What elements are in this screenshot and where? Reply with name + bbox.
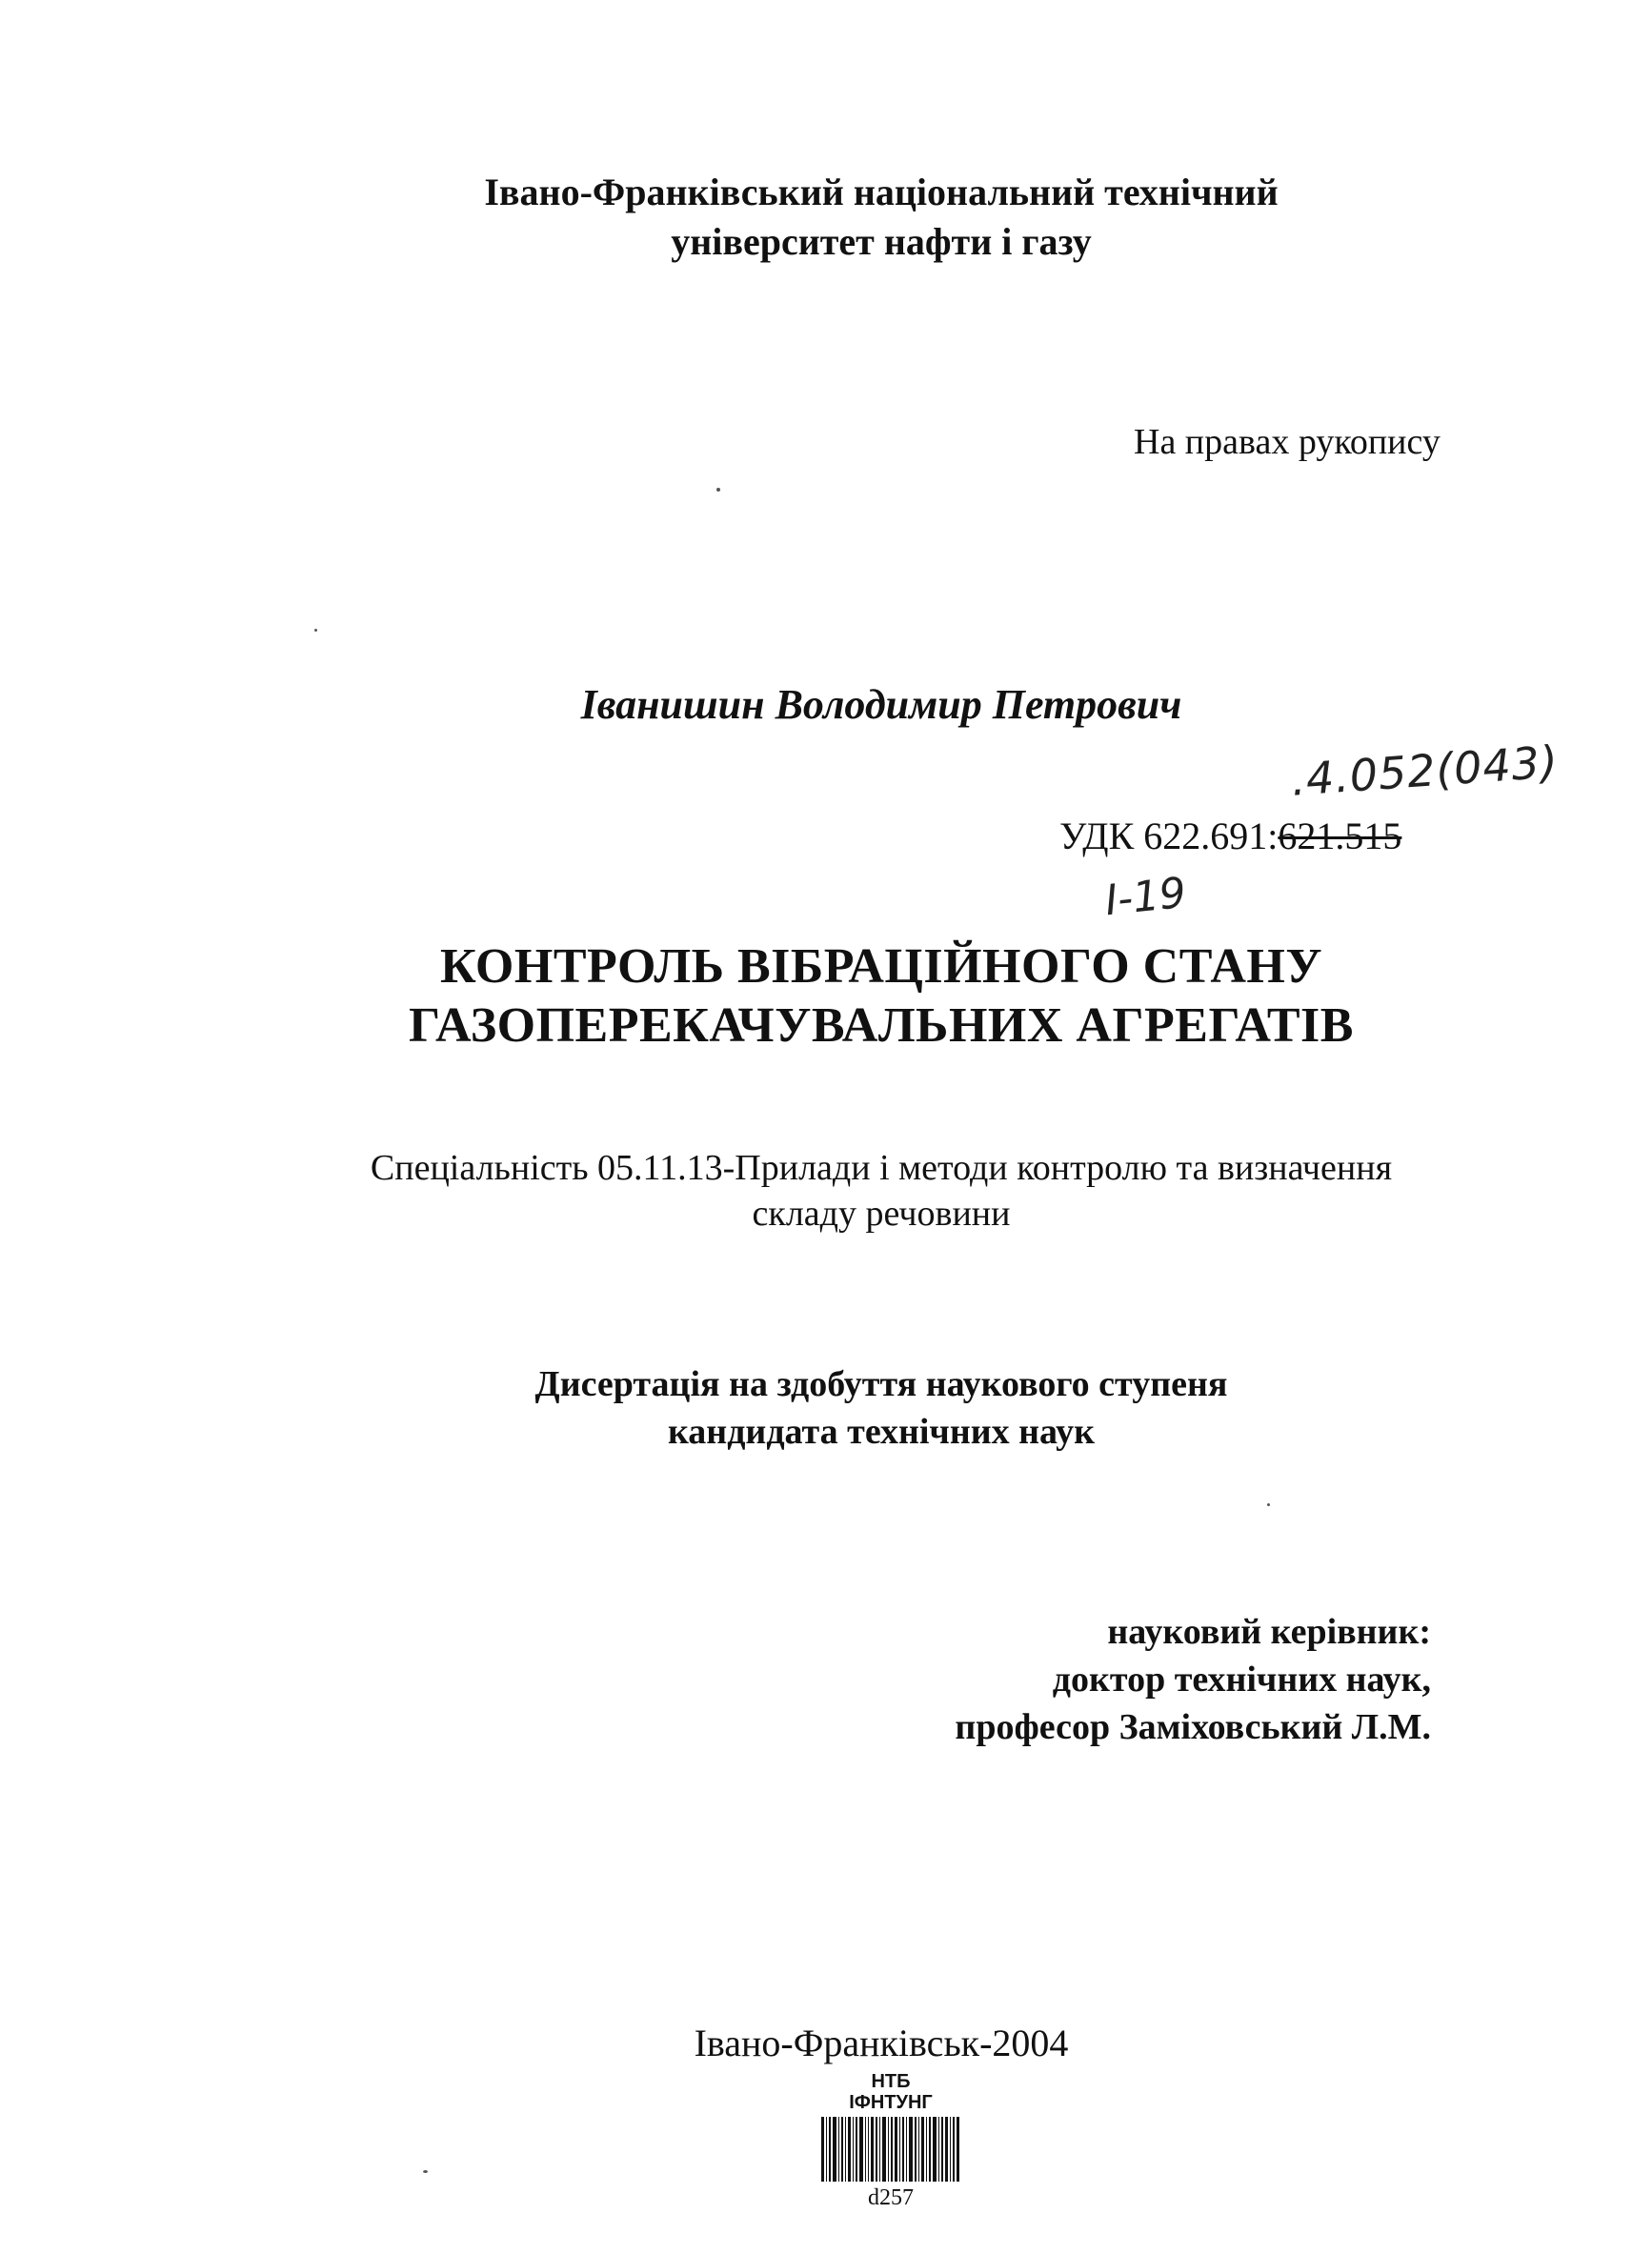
scan-speck — [1267, 1503, 1270, 1506]
handwritten-index: І-19 — [1102, 868, 1189, 926]
university-line-1: Івано-Франківський національний технічний — [484, 171, 1279, 213]
university-name — [0, 168, 1652, 267]
university-line-2: університет нафти і газу — [671, 220, 1092, 263]
city-year: Івано-Франківськ-2004 — [694, 2022, 1069, 2064]
barcode-number: d257 — [868, 2185, 914, 2210]
stamp-line-2: ІФНТУНГ — [849, 2092, 933, 2113]
specialty-line-1: Спеціальність 05.11.13-Прилади і методи контролю та визначення — [370, 1148, 1393, 1188]
author-name: Іванишин Володимир Петрович — [580, 681, 1182, 728]
degree-statement — [0, 1360, 1652, 1456]
library-stamp — [815, 2071, 967, 2212]
stamp-line-1: НТБ — [871, 2071, 911, 2092]
udc-code — [1059, 814, 1401, 859]
specialty — [0, 1145, 1652, 1237]
supervisor-line-3: професор Заміховський Л.М. — [955, 1707, 1431, 1747]
supervisor-line-2: доктор технічних наук, — [1052, 1660, 1431, 1700]
title-line-1: КОНТРОЛЬ ВІБРАЦІЙНОГО СТАНУ — [440, 939, 1322, 994]
barcode-icon — [819, 2117, 962, 2182]
title-line-2: ГАЗОПЕРЕКАЧУВАЛЬНИХ АГРЕГАТІВ — [409, 998, 1354, 1053]
specialty-line-2: складу речовини — [752, 1194, 1011, 1234]
dissertation-title — [0, 937, 1652, 1056]
udc-struck-out: 621.515 — [1278, 815, 1402, 857]
scan-speck — [423, 2170, 428, 2173]
manuscript-note: На правах рукопису — [1134, 422, 1440, 462]
handwritten-udc-addition: .4.052(043) — [1289, 735, 1561, 806]
scan-speck — [716, 488, 720, 492]
scan-speck — [314, 629, 317, 632]
supervisor-line-1: науковий керівник: — [1107, 1612, 1431, 1652]
degree-line-2: кандидата технічних наук — [667, 1412, 1095, 1452]
supervisor-block — [955, 1608, 1431, 1751]
degree-line-1: Дисертація на здобуття наукового ступеня — [534, 1364, 1228, 1404]
udc-prefix: УДК 622.691: — [1059, 815, 1279, 857]
